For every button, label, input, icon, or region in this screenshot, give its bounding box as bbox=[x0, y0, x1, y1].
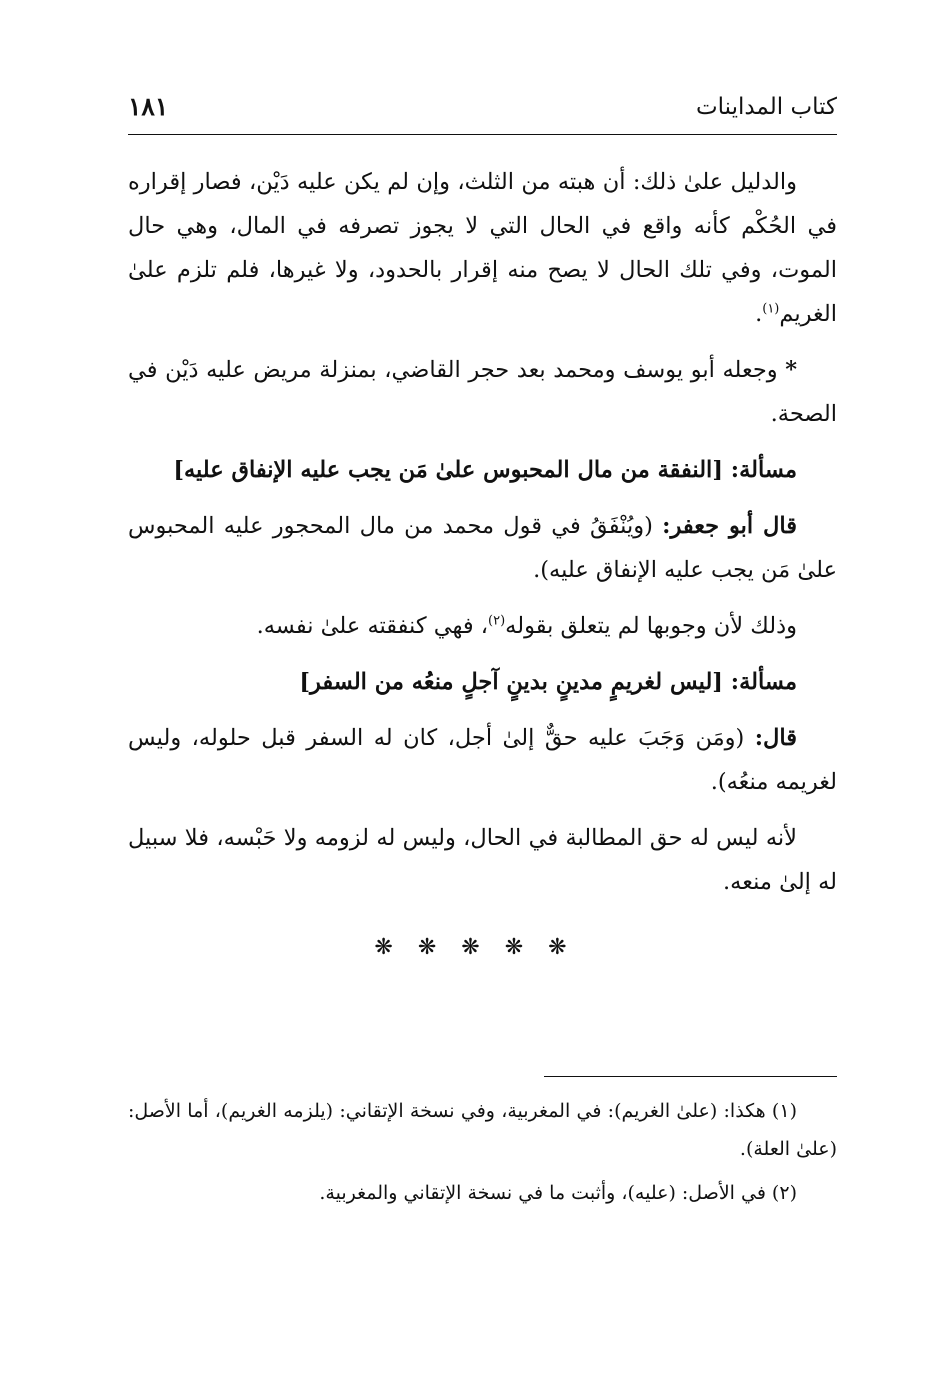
page-number: ١٨١ bbox=[128, 92, 169, 121]
footnote-ref-1[interactable]: (١) bbox=[762, 301, 780, 317]
paragraph-reason bbox=[128, 604, 837, 648]
paragraph-evidence bbox=[128, 160, 837, 336]
paragraph-conclusion bbox=[128, 816, 837, 904]
quoted-text: (ويُنْفَقُ في قول محمد من مال المحجور عليه المحبوس علىٰ مَن يجب عليه الإنفاق عليه). bbox=[128, 513, 837, 583]
paragraph-text: وجعله أبو يوسف ومحمد بعد حجر القاضي، بمنزلة مريض عليه دَيْن في الصحة. bbox=[128, 357, 837, 427]
issue-heading-2 bbox=[128, 660, 837, 704]
footnote-1: (١) هكذا: (علىٰ الغريم): في المغربية، وفي نسخة الإتقاني: (يلزمه الغريم)، أما الأصل: (علىٰ العلة). bbox=[128, 1100, 837, 1160]
quoted-text: (ومَن وَجَبَ عليه حقٌّ إلىٰ أجل، كان له السفر قبل حلوله، وليس لغريمه منعُه). bbox=[128, 725, 837, 795]
footnotes bbox=[128, 1092, 837, 1218]
asterisk-marker: * bbox=[785, 357, 797, 383]
issue-heading-text: مسألة: [ليس لغريمٍ مدينٍ بدينٍ آجلٍ منعُه من السفر] bbox=[299, 669, 797, 695]
speaker-label: قال أبو جعفر: bbox=[662, 513, 797, 539]
paragraph-end: ، فهي كنفقته علىٰ نفسه. bbox=[256, 613, 489, 639]
paragraph-abu-jafar bbox=[128, 504, 837, 592]
main-text bbox=[128, 160, 837, 904]
issue-heading-1 bbox=[128, 448, 837, 492]
running-header bbox=[128, 88, 837, 134]
footnote-2: (٢) في الأصل: (عليه)، وأثبت ما في نسخة الإتقاني والمغربية. bbox=[319, 1182, 797, 1204]
paragraph-text: وذلك لأن وجوبها لم يتعلق بقوله bbox=[505, 613, 797, 639]
section-divider-stars: ❋ ❋ ❋ ❋ ❋ bbox=[374, 935, 576, 960]
paragraph-travel bbox=[128, 716, 837, 804]
paragraph-text: والدليل علىٰ ذلك: أن هبته من الثلث، وإن لم يكن عليه دَيْن، فصار إقراره في الحُكْم كأنه واقع في الحال التي لا يجوز تصرفه في المال، وهي حال الموت، وفي تلك الحال لا يصح منه إقرار بالحدود، ولا غيرها، فلم تلزم علىٰ الغريم bbox=[128, 169, 837, 327]
issue-heading-text: مسألة: [النفقة من مال المحبوس علىٰ مَن يجب عليه الإنفاق عليه] bbox=[173, 457, 797, 483]
footnote-rule bbox=[544, 1076, 837, 1077]
footnote-ref-2[interactable]: (٢) bbox=[488, 613, 506, 629]
paragraph-text: لأنه ليس له حق المطالبة في الحال، وليس له لزومه ولا حَبْسه، فلا سبيل له إلىٰ منعه. bbox=[128, 825, 837, 895]
chapter-title: كتاب المداينات bbox=[695, 94, 837, 120]
paragraph-abu-yusuf bbox=[128, 348, 837, 436]
header-rule bbox=[128, 134, 837, 135]
paragraph-end: . bbox=[755, 301, 763, 327]
speaker-label: قال: bbox=[754, 725, 797, 751]
